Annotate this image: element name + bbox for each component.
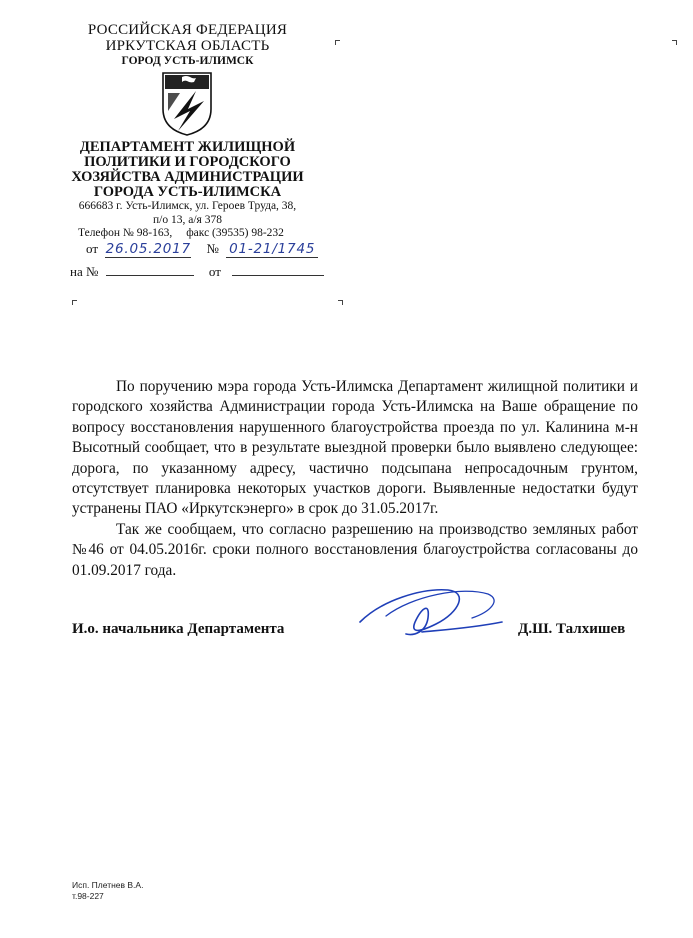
executor-name: Исп. Плетнев В.А. [72,880,144,890]
department-line: ПОЛИТИКИ И ГОРОДСКОГО [84,154,291,170]
corner-mark [72,300,77,305]
address-line: 666683 г. Усть-Илимск, ул. Героев Труда, 38, [78,200,297,212]
coat-of-arms-icon [160,71,214,137]
header-country: РОССИЙСКАЯ ФЕДЕРАЦИЯ [87,22,288,38]
department-line: ГОРОДА УСТЬ-ИЛИМСКА [93,184,282,200]
executor-info [72,880,143,902]
date-field: 26.05.2017 [105,241,191,257]
body-paragraph: По поручению мэра города Усть-Илимска Департамент жилищной политики и городского хозяйства Администрации города Усть-Илимска на Ваше обращение по вопросу восстановления нарушенного благоустройства проезда по ул. Калинина м-н Высотный сообщает, что в результате выездной проверки было выявлено следующее: дорога, по указанному адресу, частично подсыпана непросадочным грунтом, отсутствует планировка некоторых участков дороги. Выявленные недостатки будут устранены ПАО «Иркутскэнерго» в срок до 31.05.2017г. [72,378,638,518]
number-label: № [206,241,219,256]
reply-from-label: от [208,264,221,279]
department-name [60,140,315,200]
body-paragraph: Так же сообщаем, что согласно разрешению на производство земляных работ №46 от 04.05.2016г. сроки полного восстановления благоустройства согласованы до 01.09.2017 года. [72,520,638,579]
reply-date-field [232,259,324,276]
from-label: от [86,241,99,256]
corner-mark [338,300,343,305]
signatory-title: И.о. начальника Департамента [72,621,285,637]
fax-number: факс (39535) 98-232 [186,227,284,239]
executor-phone: т.98-227 [72,891,104,901]
reply-number-label: на № [70,264,99,279]
handwritten-signature [352,582,512,642]
header-city: ГОРОД УСТЬ-ИЛИМСК [121,55,254,67]
corner-mark [335,40,340,45]
department-line: ДЕПАРТАМЕНТ ЖИЛИЩНОЙ [79,139,296,155]
signatory-name: Д.Ш. Талхишев [518,621,626,637]
number-field: 01-21/1745 [226,241,318,258]
reply-number-field [106,259,194,276]
outgoing-registration [86,241,318,258]
header-region: ИРКУТСКАЯ ОБЛАСТЬ [105,38,270,54]
letter-body [72,377,638,581]
incoming-reference [70,259,324,280]
phone-number: Телефон № 98-163, [78,227,173,239]
contact-line [78,227,284,239]
address-line: п/о 13, а/я 378 [153,214,222,226]
department-line: ХОЗЯЙСТВА АДМИНИСТРАЦИИ [71,169,304,185]
department-address [60,199,315,227]
corner-mark [672,40,677,45]
